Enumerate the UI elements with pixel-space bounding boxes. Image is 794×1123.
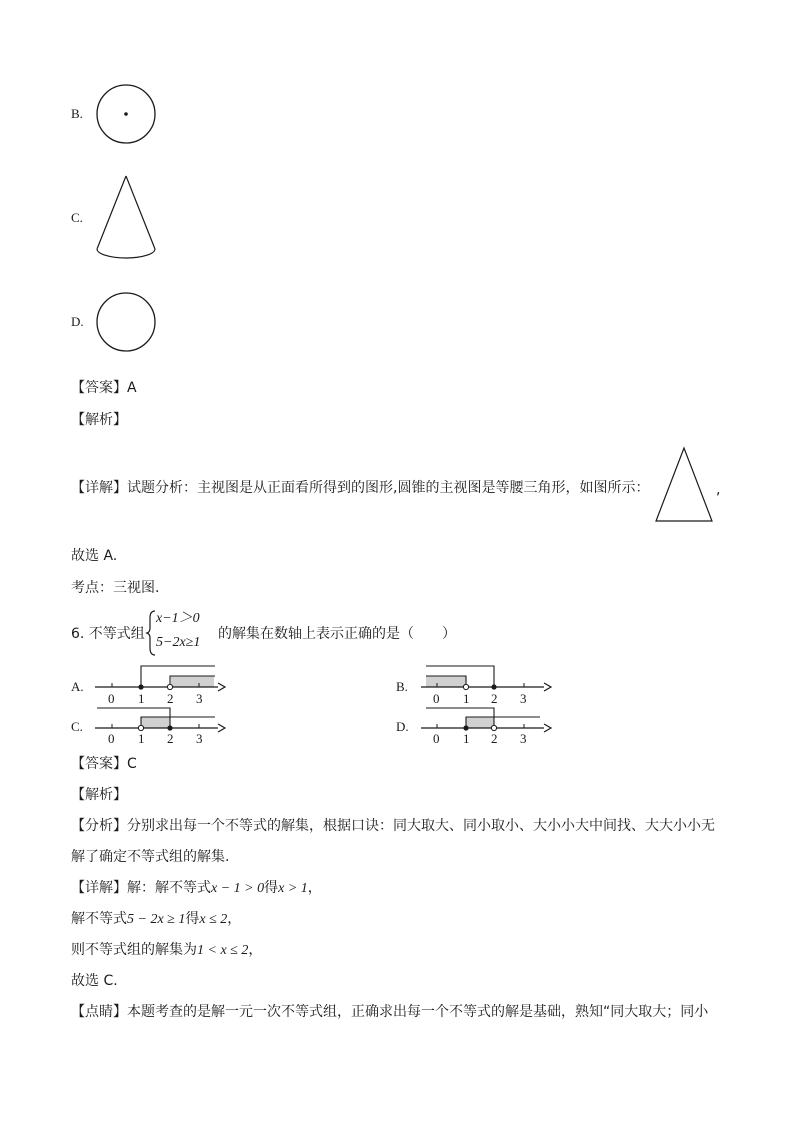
numberline-c-label: C. — [71, 719, 83, 734]
system-brace — [146, 610, 156, 656]
detail-5-trail: , — [716, 482, 721, 498]
math-expr: 5 − 2x ≥ 1 — [127, 912, 186, 927]
fenxi-6-line1 — [71, 817, 715, 835]
question-6-number: 6. 不等式组 — [71, 626, 145, 642]
shaded-region — [426, 676, 466, 687]
numberline-a-tick-3: 3 — [196, 691, 203, 706]
numberline-c-tick-1: 1 — [138, 731, 145, 746]
answer-5 — [71, 379, 137, 397]
math-expr: x − 1 > 0 — [211, 881, 265, 896]
open-point — [138, 725, 143, 730]
fenxi-tag: 【分析】 — [71, 818, 127, 834]
detail-5 — [71, 479, 649, 497]
detail-text: ， — [248, 942, 263, 958]
numberline-b-tick-1: 1 — [463, 691, 470, 706]
detail-6-line3 — [71, 941, 262, 960]
option-b-label: B. — [71, 106, 83, 121]
answer-value: A — [127, 380, 137, 396]
numberline-d-tick-3: 3 — [520, 731, 527, 746]
numberline-b-tick-3: 3 — [520, 691, 527, 706]
math-expr: 1 < x ≤ 2 — [197, 943, 249, 958]
choice-5: 故选 A. — [71, 548, 118, 564]
detail-text: 解：解不等式 — [127, 880, 211, 896]
dianjing-text: 本题考查的是解一元一次不等式组，正确求出每一个不等式的解是基础，熟知“同大取大；同小 — [127, 1004, 709, 1020]
option-d-circle — [96, 292, 158, 354]
option-d-label: D. — [71, 314, 84, 329]
numberline-c-tick-2: 2 — [167, 731, 174, 746]
numberline-b-label: B. — [396, 679, 408, 694]
detail-6-line2 — [71, 910, 241, 929]
kaodian-5: 考点：三视图. — [71, 580, 160, 596]
answer-tag: 【答案】 — [71, 380, 127, 396]
detail-text: 得 — [185, 911, 200, 927]
dianjing-tag: 【点睛】 — [71, 1004, 127, 1020]
numberline-a-label: A. — [71, 679, 84, 694]
math-expr: x ≤ 2 — [199, 912, 228, 927]
open-point — [491, 725, 496, 730]
analysis-6-tag: 【解析】 — [71, 787, 127, 803]
solid-point — [463, 725, 468, 730]
analysis-5-tag: 【解析】 — [71, 412, 127, 428]
detail-6-line4: 故选 C. — [71, 973, 118, 989]
option-c-cone — [96, 175, 158, 261]
numberline-c-tick-0: 0 — [108, 731, 115, 746]
detail-6-line1 — [71, 879, 322, 898]
answer-value: C — [127, 756, 137, 772]
detail-text: 得 — [264, 880, 279, 896]
numberline-b-tick-2: 2 — [491, 691, 498, 706]
numberline-d-label: D. — [396, 719, 409, 734]
numberline-b-tick-0: 0 — [433, 691, 440, 706]
shaded-region — [141, 717, 170, 728]
numberline-a-tick-1: 1 — [138, 691, 145, 706]
dianjing-6 — [71, 1003, 708, 1021]
detail-tag: 【详解】 — [71, 480, 127, 496]
numberline-d-tick-1: 1 — [463, 731, 470, 746]
detail-text: ， — [227, 911, 242, 927]
detail-text: ， — [307, 880, 322, 896]
math-expr: x > 1 — [278, 881, 308, 896]
front-view-triangle — [654, 447, 714, 523]
solid-point — [138, 684, 143, 689]
answer-tag: 【答案】 — [71, 756, 127, 772]
fenxi-6-line2: 解了确定不等式组的解集. — [71, 849, 230, 865]
detail-text: 解不等式 — [71, 911, 127, 927]
inequality-2: 5−2x≥1 — [156, 635, 201, 650]
inequality-1: x−1＞0 — [156, 611, 200, 626]
detail-tag: 【详解】 — [71, 880, 127, 896]
shaded-region — [171, 676, 214, 687]
option-c-label: C. — [71, 210, 83, 225]
open-point — [167, 684, 172, 689]
solid-point — [491, 684, 496, 689]
numberline-a-tick-0: 0 — [108, 691, 115, 706]
fenxi-text: 分别求出每一个不等式的解集，根据口诀：同大取大、同小取小、大小小大中间找、大大小小无 — [127, 818, 715, 834]
answer-6 — [71, 755, 137, 773]
detail-text: 则不等式组的解集为 — [71, 942, 197, 958]
numberline-a-tick-2: 2 — [167, 691, 174, 706]
detail-text: 试题分析：主视图是从正面看所得到的图形,圆锥的主视图是等腰三角形，如图所示： — [127, 480, 650, 496]
shaded-region — [466, 717, 494, 728]
solid-point — [167, 725, 172, 730]
open-point — [463, 684, 468, 689]
numberline-d-tick-0: 0 — [433, 731, 440, 746]
question-6-tail: 的解集在数轴上表示正确的是（ ） — [218, 626, 456, 642]
option-b-circle-with-dot — [96, 84, 158, 146]
numberline-c-tick-3: 3 — [196, 731, 203, 746]
numberline-d-tick-2: 2 — [491, 731, 498, 746]
